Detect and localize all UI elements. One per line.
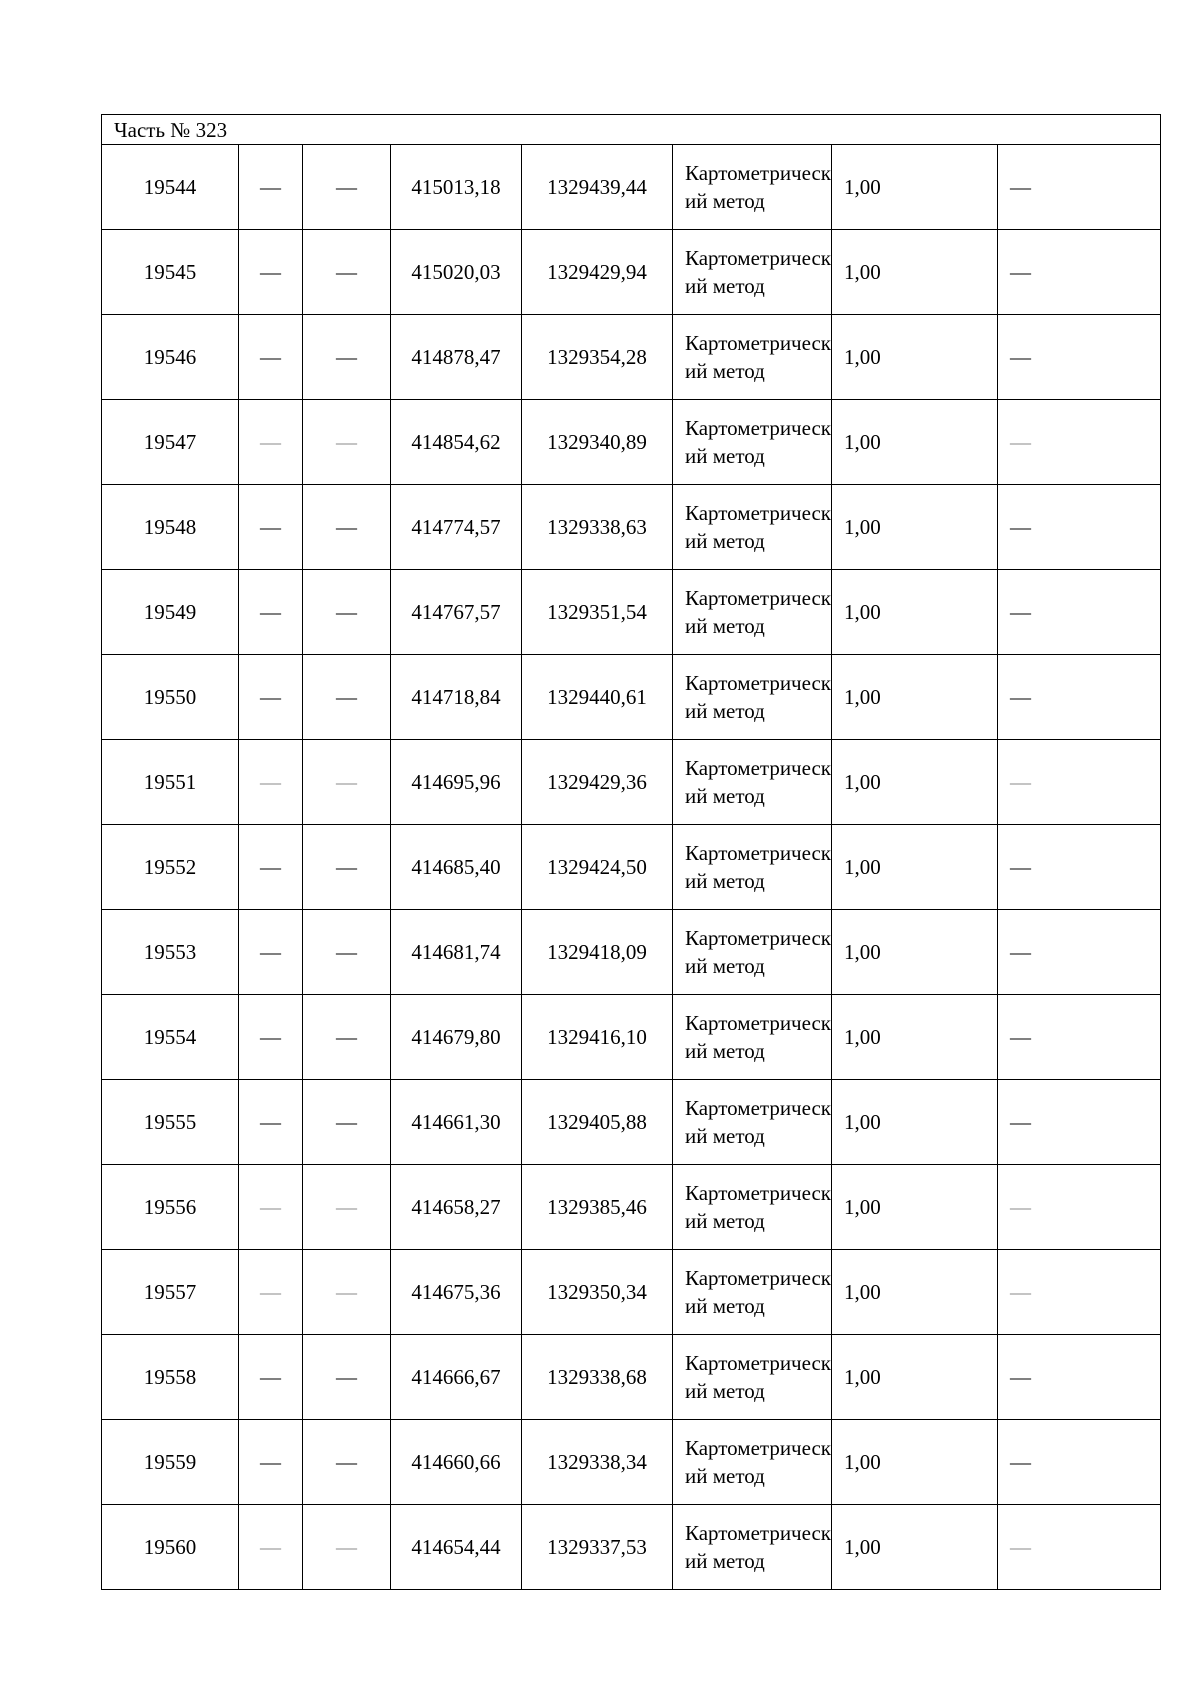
dash-cell-8: — <box>998 1335 1161 1420</box>
dash-cell-8: — <box>998 315 1161 400</box>
dash-cell-2: — <box>239 1420 303 1505</box>
y-coordinate-cell: 1329340,89 <box>522 400 673 485</box>
dash-cell-2: — <box>239 655 303 740</box>
x-coordinate-cell: 415013,18 <box>391 145 522 230</box>
y-coordinate-cell: 1329385,46 <box>522 1165 673 1250</box>
x-coordinate-cell: 414654,44 <box>391 1505 522 1590</box>
dash-cell-2: — <box>239 995 303 1080</box>
method-cell: Картометрический метод <box>673 655 832 740</box>
dash-cell-3: — <box>303 655 391 740</box>
dash-cell-8: — <box>998 655 1161 740</box>
y-coordinate-cell: 1329418,09 <box>522 910 673 995</box>
dash-cell-2: — <box>239 1335 303 1420</box>
y-coordinate-cell: 1329405,88 <box>522 1080 673 1165</box>
accuracy-cell: 1,00 <box>832 910 998 995</box>
dash-cell-8: — <box>998 230 1161 315</box>
dash-cell-8: — <box>998 740 1161 825</box>
table-row <box>102 655 1161 740</box>
dash-cell-2: — <box>239 740 303 825</box>
dash-cell-2: — <box>239 1505 303 1590</box>
point-number-cell: 19553 <box>102 910 239 995</box>
y-coordinate-cell: 1329429,94 <box>522 230 673 315</box>
accuracy-cell: 1,00 <box>832 1250 998 1335</box>
dash-cell-8: — <box>998 485 1161 570</box>
method-cell: Картометрический метод <box>673 1080 832 1165</box>
point-number-cell: 19549 <box>102 570 239 655</box>
dash-cell-3: — <box>303 1250 391 1335</box>
dash-cell-2: — <box>239 570 303 655</box>
point-number-cell: 19546 <box>102 315 239 400</box>
y-coordinate-cell: 1329440,61 <box>522 655 673 740</box>
table-row <box>102 1335 1161 1420</box>
method-cell: Картометрический метод <box>673 740 832 825</box>
dash-cell-2: — <box>239 315 303 400</box>
accuracy-cell: 1,00 <box>832 400 998 485</box>
table-row <box>102 485 1161 570</box>
dash-cell-3: — <box>303 145 391 230</box>
point-number-cell: 19558 <box>102 1335 239 1420</box>
dash-cell-8: — <box>998 910 1161 995</box>
accuracy-cell: 1,00 <box>832 1505 998 1590</box>
dash-cell-8: — <box>998 1505 1161 1590</box>
method-cell: Картометрический метод <box>673 910 832 995</box>
dash-cell-2: — <box>239 1165 303 1250</box>
table-row <box>102 910 1161 995</box>
y-coordinate-cell: 1329416,10 <box>522 995 673 1080</box>
point-number-cell: 19560 <box>102 1505 239 1590</box>
y-coordinate-cell: 1329338,34 <box>522 1420 673 1505</box>
table-row <box>102 825 1161 910</box>
table-row <box>102 230 1161 315</box>
method-cell: Картометрический метод <box>673 570 832 655</box>
method-cell: Картометрический метод <box>673 1335 832 1420</box>
x-coordinate-cell: 414854,62 <box>391 400 522 485</box>
accuracy-cell: 1,00 <box>832 1165 998 1250</box>
point-number-cell: 19544 <box>102 145 239 230</box>
y-coordinate-cell: 1329429,36 <box>522 740 673 825</box>
dash-cell-3: — <box>303 1165 391 1250</box>
dash-cell-3: — <box>303 1505 391 1590</box>
method-cell: Картометрический метод <box>673 1505 832 1590</box>
y-coordinate-cell: 1329338,68 <box>522 1335 673 1420</box>
dash-cell-8: — <box>998 570 1161 655</box>
dash-cell-2: — <box>239 910 303 995</box>
x-coordinate-cell: 414658,27 <box>391 1165 522 1250</box>
dash-cell-3: — <box>303 485 391 570</box>
point-number-cell: 19554 <box>102 995 239 1080</box>
method-cell: Картометрический метод <box>673 315 832 400</box>
accuracy-cell: 1,00 <box>832 1335 998 1420</box>
method-cell: Картометрический метод <box>673 1165 832 1250</box>
coordinates-table <box>101 114 1161 1590</box>
dash-cell-3: — <box>303 570 391 655</box>
dash-cell-8: — <box>998 825 1161 910</box>
table-row <box>102 1080 1161 1165</box>
x-coordinate-cell: 414718,84 <box>391 655 522 740</box>
dash-cell-2: — <box>239 145 303 230</box>
accuracy-cell: 1,00 <box>832 485 998 570</box>
x-coordinate-cell: 414685,40 <box>391 825 522 910</box>
accuracy-cell: 1,00 <box>832 145 998 230</box>
x-coordinate-cell: 414679,80 <box>391 995 522 1080</box>
dash-cell-2: — <box>239 825 303 910</box>
dash-cell-2: — <box>239 1080 303 1165</box>
x-coordinate-cell: 414660,66 <box>391 1420 522 1505</box>
dash-cell-3: — <box>303 825 391 910</box>
dash-cell-8: — <box>998 1165 1161 1250</box>
x-coordinate-cell: 414681,74 <box>391 910 522 995</box>
method-cell: Картометрический метод <box>673 995 832 1080</box>
accuracy-cell: 1,00 <box>832 825 998 910</box>
y-coordinate-cell: 1329337,53 <box>522 1505 673 1590</box>
method-cell: Картометрический метод <box>673 1420 832 1505</box>
method-cell: Картометрический метод <box>673 230 832 315</box>
accuracy-cell: 1,00 <box>832 1080 998 1165</box>
point-number-cell: 19556 <box>102 1165 239 1250</box>
dash-cell-3: — <box>303 910 391 995</box>
x-coordinate-cell: 414661,30 <box>391 1080 522 1165</box>
accuracy-cell: 1,00 <box>832 570 998 655</box>
accuracy-cell: 1,00 <box>832 1420 998 1505</box>
dash-cell-8: — <box>998 145 1161 230</box>
y-coordinate-cell: 1329439,44 <box>522 145 673 230</box>
point-number-cell: 19545 <box>102 230 239 315</box>
table-row <box>102 740 1161 825</box>
method-cell: Картометрический метод <box>673 145 832 230</box>
section-title: Часть № 323 <box>102 115 1161 145</box>
point-number-cell: 19552 <box>102 825 239 910</box>
dash-cell-2: — <box>239 1250 303 1335</box>
point-number-cell: 19555 <box>102 1080 239 1165</box>
dash-cell-2: — <box>239 400 303 485</box>
x-coordinate-cell: 414666,67 <box>391 1335 522 1420</box>
table-row <box>102 570 1161 655</box>
point-number-cell: 19559 <box>102 1420 239 1505</box>
table-row <box>102 145 1161 230</box>
table-row <box>102 995 1161 1080</box>
dash-cell-8: — <box>998 1250 1161 1335</box>
dash-cell-3: — <box>303 1420 391 1505</box>
table-row <box>102 315 1161 400</box>
x-coordinate-cell: 414774,57 <box>391 485 522 570</box>
table-body <box>102 115 1161 1590</box>
dash-cell-8: — <box>998 995 1161 1080</box>
method-cell: Картометрический метод <box>673 825 832 910</box>
x-coordinate-cell: 414695,96 <box>391 740 522 825</box>
accuracy-cell: 1,00 <box>832 740 998 825</box>
x-coordinate-cell: 414878,47 <box>391 315 522 400</box>
table-row <box>102 1505 1161 1590</box>
point-number-cell: 19547 <box>102 400 239 485</box>
table-row <box>102 1165 1161 1250</box>
accuracy-cell: 1,00 <box>832 995 998 1080</box>
x-coordinate-cell: 414675,36 <box>391 1250 522 1335</box>
dash-cell-3: — <box>303 1335 391 1420</box>
dash-cell-8: — <box>998 1420 1161 1505</box>
dash-cell-3: — <box>303 995 391 1080</box>
dash-cell-8: — <box>998 1080 1161 1165</box>
dash-cell-3: — <box>303 740 391 825</box>
y-coordinate-cell: 1329338,63 <box>522 485 673 570</box>
method-cell: Картометрический метод <box>673 485 832 570</box>
table-row <box>102 1420 1161 1505</box>
dash-cell-3: — <box>303 1080 391 1165</box>
dash-cell-3: — <box>303 230 391 315</box>
method-cell: Картометрический метод <box>673 1250 832 1335</box>
section-header-row <box>102 115 1161 145</box>
dash-cell-8: — <box>998 400 1161 485</box>
accuracy-cell: 1,00 <box>832 655 998 740</box>
method-cell: Картометрический метод <box>673 400 832 485</box>
y-coordinate-cell: 1329424,50 <box>522 825 673 910</box>
point-number-cell: 19551 <box>102 740 239 825</box>
x-coordinate-cell: 414767,57 <box>391 570 522 655</box>
point-number-cell: 19557 <box>102 1250 239 1335</box>
y-coordinate-cell: 1329351,54 <box>522 570 673 655</box>
table-row <box>102 1250 1161 1335</box>
dash-cell-2: — <box>239 485 303 570</box>
accuracy-cell: 1,00 <box>832 315 998 400</box>
point-number-cell: 19548 <box>102 485 239 570</box>
dash-cell-2: — <box>239 230 303 315</box>
x-coordinate-cell: 415020,03 <box>391 230 522 315</box>
point-number-cell: 19550 <box>102 655 239 740</box>
y-coordinate-cell: 1329354,28 <box>522 315 673 400</box>
table-row <box>102 400 1161 485</box>
y-coordinate-cell: 1329350,34 <box>522 1250 673 1335</box>
dash-cell-3: — <box>303 315 391 400</box>
dash-cell-3: — <box>303 400 391 485</box>
accuracy-cell: 1,00 <box>832 230 998 315</box>
